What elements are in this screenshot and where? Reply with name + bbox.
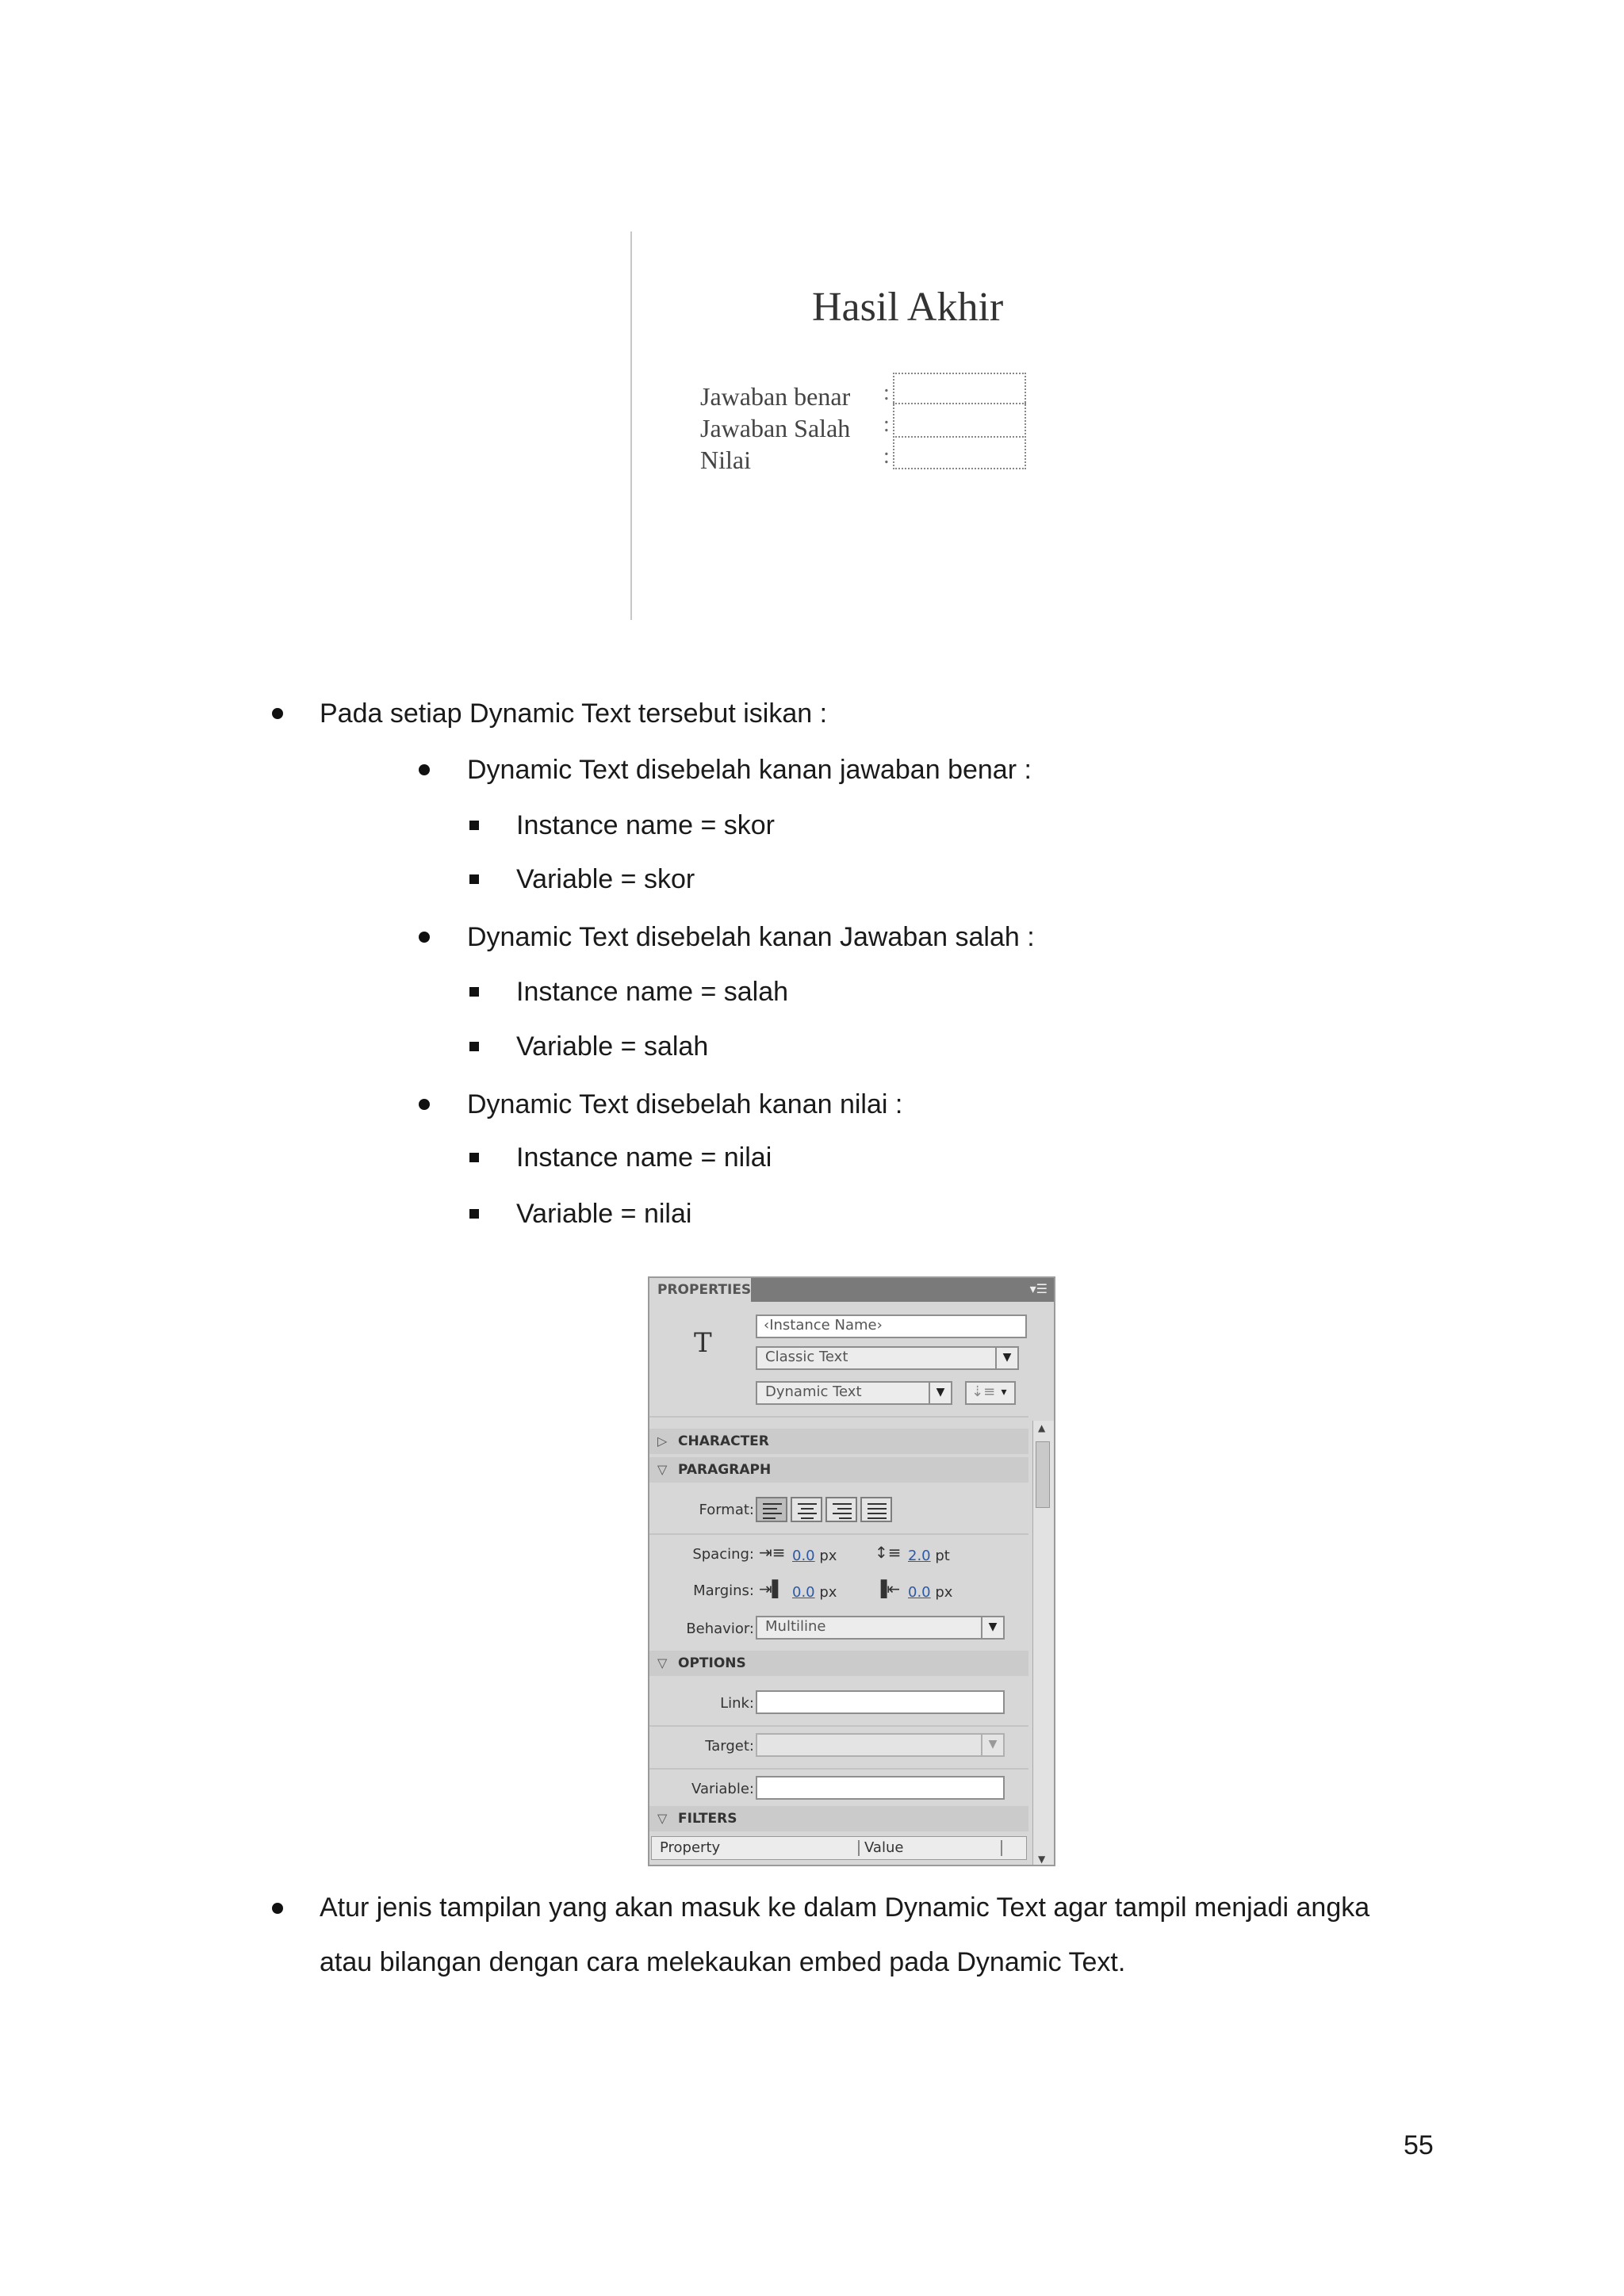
page-number: 55 bbox=[1404, 2130, 1434, 2160]
scroll-up-icon[interactable]: ▲ bbox=[1038, 1422, 1046, 1433]
text-type-value: Dynamic Text bbox=[765, 1383, 862, 1400]
square-bullet bbox=[469, 1042, 479, 1051]
left-margin-value-group[interactable] bbox=[792, 1584, 837, 1601]
bullet-text: Dynamic Text disebelah kanan jawaban benar : bbox=[467, 755, 1032, 785]
orientation-select[interactable] bbox=[965, 1381, 1016, 1405]
line-spacing-value-group[interactable] bbox=[908, 1548, 950, 1564]
tab-properties[interactable]: PROPERTIES bbox=[649, 1278, 751, 1302]
bullet-text-continued: atau bilangan dengan cara melekaukan embed pada Dynamic Text. bbox=[320, 1947, 1126, 1977]
right-margin-value-group[interactable] bbox=[908, 1584, 952, 1601]
sub-bullet-text: Variable = salah bbox=[516, 1031, 709, 1062]
collapse-triangle-icon: ▽ bbox=[657, 1655, 668, 1670]
separator bbox=[649, 1416, 1028, 1418]
expand-triangle-icon: ▷ bbox=[657, 1433, 668, 1448]
text-tool-icon: T bbox=[694, 1327, 712, 1359]
bullet-dot bbox=[419, 1099, 430, 1110]
chevron-down-icon: ▼ bbox=[981, 1617, 1003, 1638]
text-orientation-icon: ⇣≡ bbox=[971, 1383, 996, 1400]
text-type-select[interactable] bbox=[756, 1381, 952, 1405]
unit: pt bbox=[935, 1548, 950, 1564]
section-filters-label: FILTERS bbox=[678, 1811, 737, 1827]
right-margin-icon: ▐⇤ bbox=[875, 1579, 901, 1598]
text-engine-select[interactable] bbox=[756, 1346, 1019, 1370]
scrollbar-thumb[interactable] bbox=[1036, 1441, 1050, 1508]
unit: px bbox=[819, 1584, 837, 1601]
sub-bullet-text: Instance name = nilai bbox=[516, 1142, 772, 1173]
column-divider bbox=[1001, 1840, 1002, 1856]
bullet-dot bbox=[419, 764, 430, 775]
figure-colon: : bbox=[883, 412, 890, 437]
figure-title: Hasil Akhir bbox=[812, 285, 1004, 330]
collapse-triangle-icon: ▽ bbox=[657, 1462, 668, 1477]
square-bullet bbox=[469, 1209, 479, 1219]
sub-bullet-text: Variable = nilai bbox=[516, 1199, 692, 1229]
separator bbox=[649, 1725, 1028, 1727]
section-options-label: OPTIONS bbox=[678, 1655, 746, 1671]
separator bbox=[649, 1533, 1028, 1535]
format-alignment-group bbox=[756, 1497, 898, 1522]
properties-panel bbox=[648, 1276, 1055, 1866]
align-left-button[interactable] bbox=[756, 1497, 787, 1522]
column-value[interactable]: Value bbox=[864, 1839, 904, 1856]
indent-icon: ⇥≡ bbox=[759, 1543, 786, 1562]
section-paragraph[interactable] bbox=[649, 1457, 1028, 1483]
figure-row-label: Nilai bbox=[700, 446, 751, 474]
target-label: Target: bbox=[705, 1738, 754, 1755]
dynamic-text-divider bbox=[893, 436, 1026, 438]
section-character-label: CHARACTER bbox=[678, 1433, 769, 1449]
section-options[interactable] bbox=[649, 1651, 1028, 1676]
variable-input[interactable] bbox=[756, 1776, 1005, 1800]
section-paragraph-label: PARAGRAPH bbox=[678, 1462, 772, 1478]
align-right-button[interactable] bbox=[825, 1497, 857, 1522]
separator bbox=[649, 1768, 1028, 1770]
instance-name-input[interactable]: ‹Instance Name› bbox=[756, 1314, 1027, 1338]
chevron-down-icon: ▼ bbox=[929, 1383, 951, 1403]
margins-label: Margins: bbox=[693, 1582, 754, 1599]
collapse-triangle-icon: ▽ bbox=[657, 1811, 668, 1826]
indent-value-group[interactable] bbox=[792, 1548, 837, 1564]
square-bullet bbox=[469, 1153, 479, 1162]
bullet-text: Atur jenis tampilan yang akan masuk ke dalam Dynamic Text agar tampil menjadi angka bbox=[320, 1892, 1370, 1923]
sub-bullet-text: Instance name = salah bbox=[516, 977, 789, 1007]
format-label: Format: bbox=[699, 1502, 754, 1518]
square-bullet bbox=[469, 987, 479, 997]
column-property[interactable]: Property bbox=[660, 1839, 721, 1856]
spacing-label: Spacing: bbox=[692, 1546, 754, 1563]
unit: px bbox=[819, 1548, 837, 1564]
dynamic-text-box-group bbox=[893, 373, 1026, 469]
figure-colon: : bbox=[883, 381, 890, 405]
scroll-down-icon[interactable]: ▼ bbox=[1038, 1854, 1046, 1865]
variable-label: Variable: bbox=[691, 1781, 754, 1797]
right-margin-value[interactable]: 0.0 bbox=[908, 1584, 931, 1601]
panel-scrollbar[interactable] bbox=[1032, 1421, 1054, 1866]
sub-bullet-text: Variable = skor bbox=[516, 864, 695, 894]
align-center-button[interactable] bbox=[791, 1497, 822, 1522]
line-spacing-value[interactable]: 2.0 bbox=[908, 1548, 931, 1564]
figure-row-label: Jawaban Salah bbox=[700, 414, 851, 442]
behavior-value: Multiline bbox=[765, 1618, 826, 1635]
figure-row-label: Jawaban benar bbox=[700, 382, 851, 411]
left-margin-value[interactable]: 0.0 bbox=[792, 1584, 815, 1601]
panel-header bbox=[649, 1278, 1054, 1302]
dynamic-text-divider bbox=[893, 403, 1026, 404]
figure-divider-line bbox=[630, 232, 632, 620]
left-margin-icon: ⇥▌ bbox=[759, 1579, 785, 1598]
square-bullet bbox=[469, 821, 479, 830]
justify-button[interactable] bbox=[860, 1497, 892, 1522]
bullet-dot bbox=[272, 1903, 283, 1914]
panel-menu-icon[interactable]: ▾☰ bbox=[1029, 1281, 1048, 1296]
sub-bullet-text: Instance name = skor bbox=[516, 810, 776, 840]
bullet-text: Dynamic Text disebelah kanan Jawaban salah : bbox=[467, 922, 1035, 952]
unit: px bbox=[935, 1584, 953, 1601]
filters-table-header bbox=[651, 1836, 1027, 1860]
text-engine-value: Classic Text bbox=[765, 1349, 848, 1365]
square-bullet bbox=[469, 874, 479, 884]
chevron-down-icon: ▼ bbox=[981, 1735, 1003, 1755]
chevron-down-icon: ▼ bbox=[995, 1348, 1017, 1368]
link-label: Link: bbox=[720, 1695, 754, 1712]
link-input[interactable] bbox=[756, 1690, 1005, 1714]
bullet-text: Dynamic Text disebelah kanan nilai : bbox=[467, 1089, 903, 1119]
section-filters[interactable] bbox=[649, 1806, 1028, 1831]
section-character[interactable] bbox=[649, 1429, 1028, 1454]
behavior-label: Behavior: bbox=[686, 1621, 754, 1637]
bullet-dot bbox=[272, 708, 283, 719]
bullet-dot bbox=[419, 932, 430, 943]
bullet-text: Pada setiap Dynamic Text tersebut isikan : bbox=[320, 698, 828, 729]
target-select[interactable] bbox=[756, 1733, 1005, 1757]
indent-value[interactable]: 0.0 bbox=[792, 1548, 815, 1564]
chevron-down-icon: ▾ bbox=[1001, 1386, 1007, 1399]
behavior-select[interactable] bbox=[756, 1616, 1005, 1640]
line-spacing-icon: ↕≡ bbox=[875, 1543, 902, 1562]
figure-colon: : bbox=[883, 444, 890, 469]
column-divider bbox=[858, 1840, 860, 1856]
